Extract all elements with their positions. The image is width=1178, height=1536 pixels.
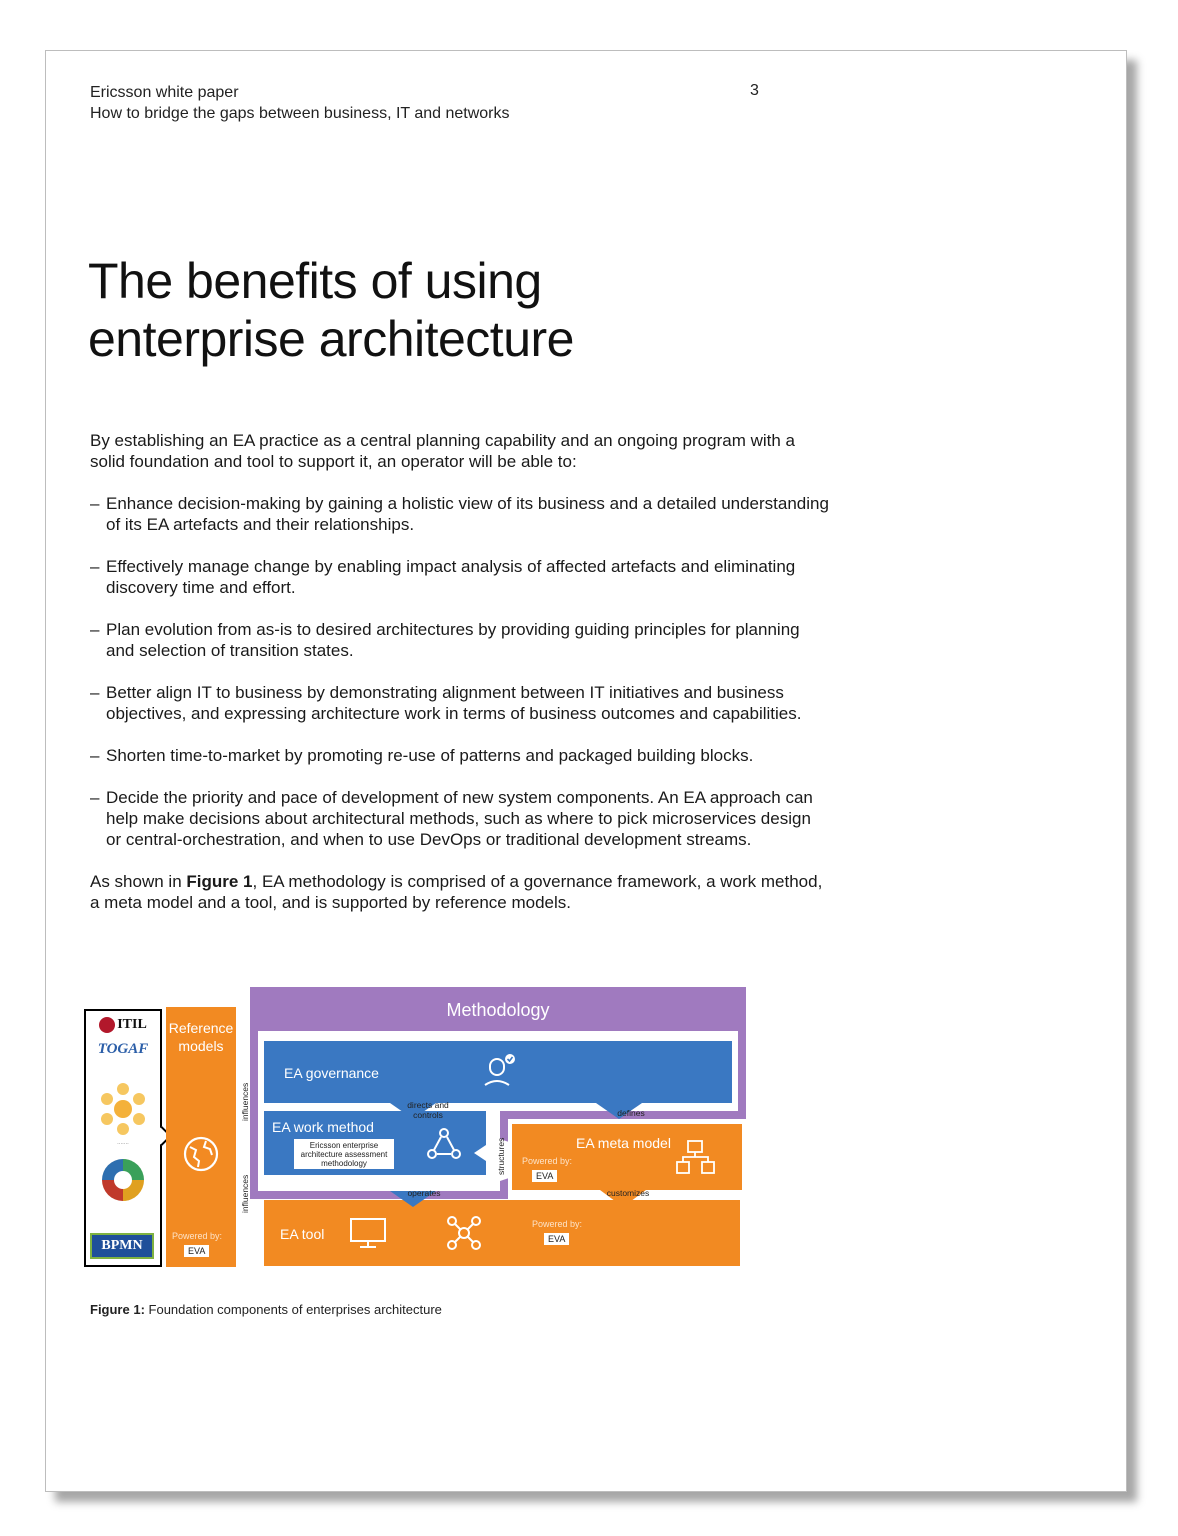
closing-paragraph: [90, 871, 830, 913]
eva-badge: EVA: [184, 1245, 209, 1257]
closing-text-start: As shown in: [90, 872, 187, 891]
list-item-text: Effectively manage change by enabling impact analysis of affected artefacts and eliminating discovery time and effort.: [106, 557, 796, 597]
bullet-dash: –: [90, 746, 100, 765]
ea-tool-label: EA tool: [280, 1226, 325, 1242]
eva-badge: EVA: [532, 1170, 557, 1182]
bullet-dash: –: [90, 494, 100, 513]
methodology-block: [250, 987, 796, 1265]
figure-1: [84, 987, 796, 1269]
page-title: [88, 252, 788, 368]
bullet-dash: –: [90, 620, 100, 639]
influences-label: influences: [240, 1082, 250, 1121]
intro-paragraph: By establishing an EA practice as a central planning capability and an ongoing program with a solid foundation and tool to support it, an operator will be able to:: [90, 431, 795, 471]
list-item: [90, 493, 830, 535]
itil-logo-text: ITIL: [117, 1017, 147, 1033]
list-item: [90, 619, 830, 661]
benefits-list: [90, 493, 830, 850]
svg-text:·······: ·······: [117, 1141, 129, 1147]
hierarchy-chart-icon: [674, 1139, 718, 1175]
ea-governance-label: EA governance: [284, 1065, 379, 1081]
monitor-icon: [348, 1216, 388, 1250]
bullet-dash: –: [90, 788, 100, 807]
closing-text-end: , EA methodology is comprised of a governance framework, a work method, a meta model and a tool, and is supported by reference models.: [90, 872, 823, 912]
cycle-wheel-icon: [100, 1157, 146, 1203]
customizes-label: customizes: [606, 1188, 650, 1198]
powered-by-label: Powered by:: [532, 1219, 583, 1229]
bpmn-logo: BPMN: [90, 1233, 154, 1259]
ericsson-method-box: [294, 1139, 394, 1169]
reference-logos-panel: [84, 1009, 162, 1267]
list-item-text: Plan evolution from as-is to desired architectures by providing guiding principles for planning and selection of transition states.: [106, 620, 800, 660]
methodology-title: Methodology: [446, 1000, 550, 1020]
list-item: [90, 745, 830, 766]
defines-label: defines: [617, 1108, 645, 1118]
list-item-text: Shorten time-to-market by promoting re-use of patterns and packaged building blocks.: [106, 746, 754, 765]
list-item: [90, 787, 830, 850]
framework-diagram-icon: [94, 1067, 152, 1147]
influences-label: influences: [240, 1174, 250, 1213]
directs-and-controls-label: directs and controls: [407, 1100, 449, 1120]
figure-caption: [90, 1302, 442, 1317]
page-number: 3: [750, 82, 759, 99]
reference-models-label: Reference models: [168, 1020, 234, 1054]
structures-label: structures: [496, 1137, 506, 1175]
title-line-2: enterprise architecture: [88, 311, 574, 367]
workflow-cycle-icon: [426, 1127, 462, 1161]
itil-logo: [92, 1017, 154, 1033]
ea-meta-model-label: EA meta model: [576, 1135, 671, 1151]
powered-by-label: Powered by:: [522, 1156, 573, 1166]
running-header: [90, 82, 510, 124]
figure-reference: Figure 1: [186, 872, 253, 891]
title-line-1: The benefits of using: [88, 253, 542, 309]
powered-by-label: Powered by:: [172, 1231, 223, 1241]
ea-work-method-label: EA work method: [272, 1119, 374, 1135]
person-check-icon: [482, 1053, 518, 1089]
header-publication: Ericsson white paper: [90, 84, 239, 101]
caption-label: Figure 1:: [90, 1302, 145, 1317]
list-item: [90, 556, 830, 598]
list-item-text: Better align IT to business by demonstrating alignment between IT initiatives and business objectives, and expressing architecture work in terms of business outcomes and capabilities.: [106, 683, 802, 723]
methodology-header: [250, 987, 746, 1031]
operates-label: operates: [407, 1188, 441, 1198]
network-nodes-icon: [446, 1215, 482, 1251]
list-item: [90, 682, 830, 724]
header-subtitle: How to bridge the gaps between business, IT and networks: [90, 105, 510, 122]
togaf-logo: TOGAF: [97, 1041, 149, 1057]
reference-models-column: [166, 1007, 236, 1267]
bullet-dash: –: [90, 683, 100, 702]
globe-icon: [182, 1135, 220, 1173]
itil-swirl-icon: [99, 1017, 115, 1033]
list-item-text: Enhance decision-making by gaining a holistic view of its business and a detailed understanding of its EA artefacts and their relationships.: [106, 494, 829, 534]
ericsson-method-label: Ericsson enterprise architecture assessment methodology: [300, 1141, 388, 1168]
body-text: [90, 430, 830, 934]
bullet-dash: –: [90, 557, 100, 576]
caption-text: Foundation components of enterprises architecture: [144, 1302, 442, 1317]
eva-badge: EVA: [544, 1233, 569, 1245]
list-item-text: Decide the priority and pace of development of new system components. An EA approach can help make decisions about architectural methods, such as where to pick microservices design or central-orchestration, and when to use DevOps or traditional development streams.: [106, 788, 813, 849]
